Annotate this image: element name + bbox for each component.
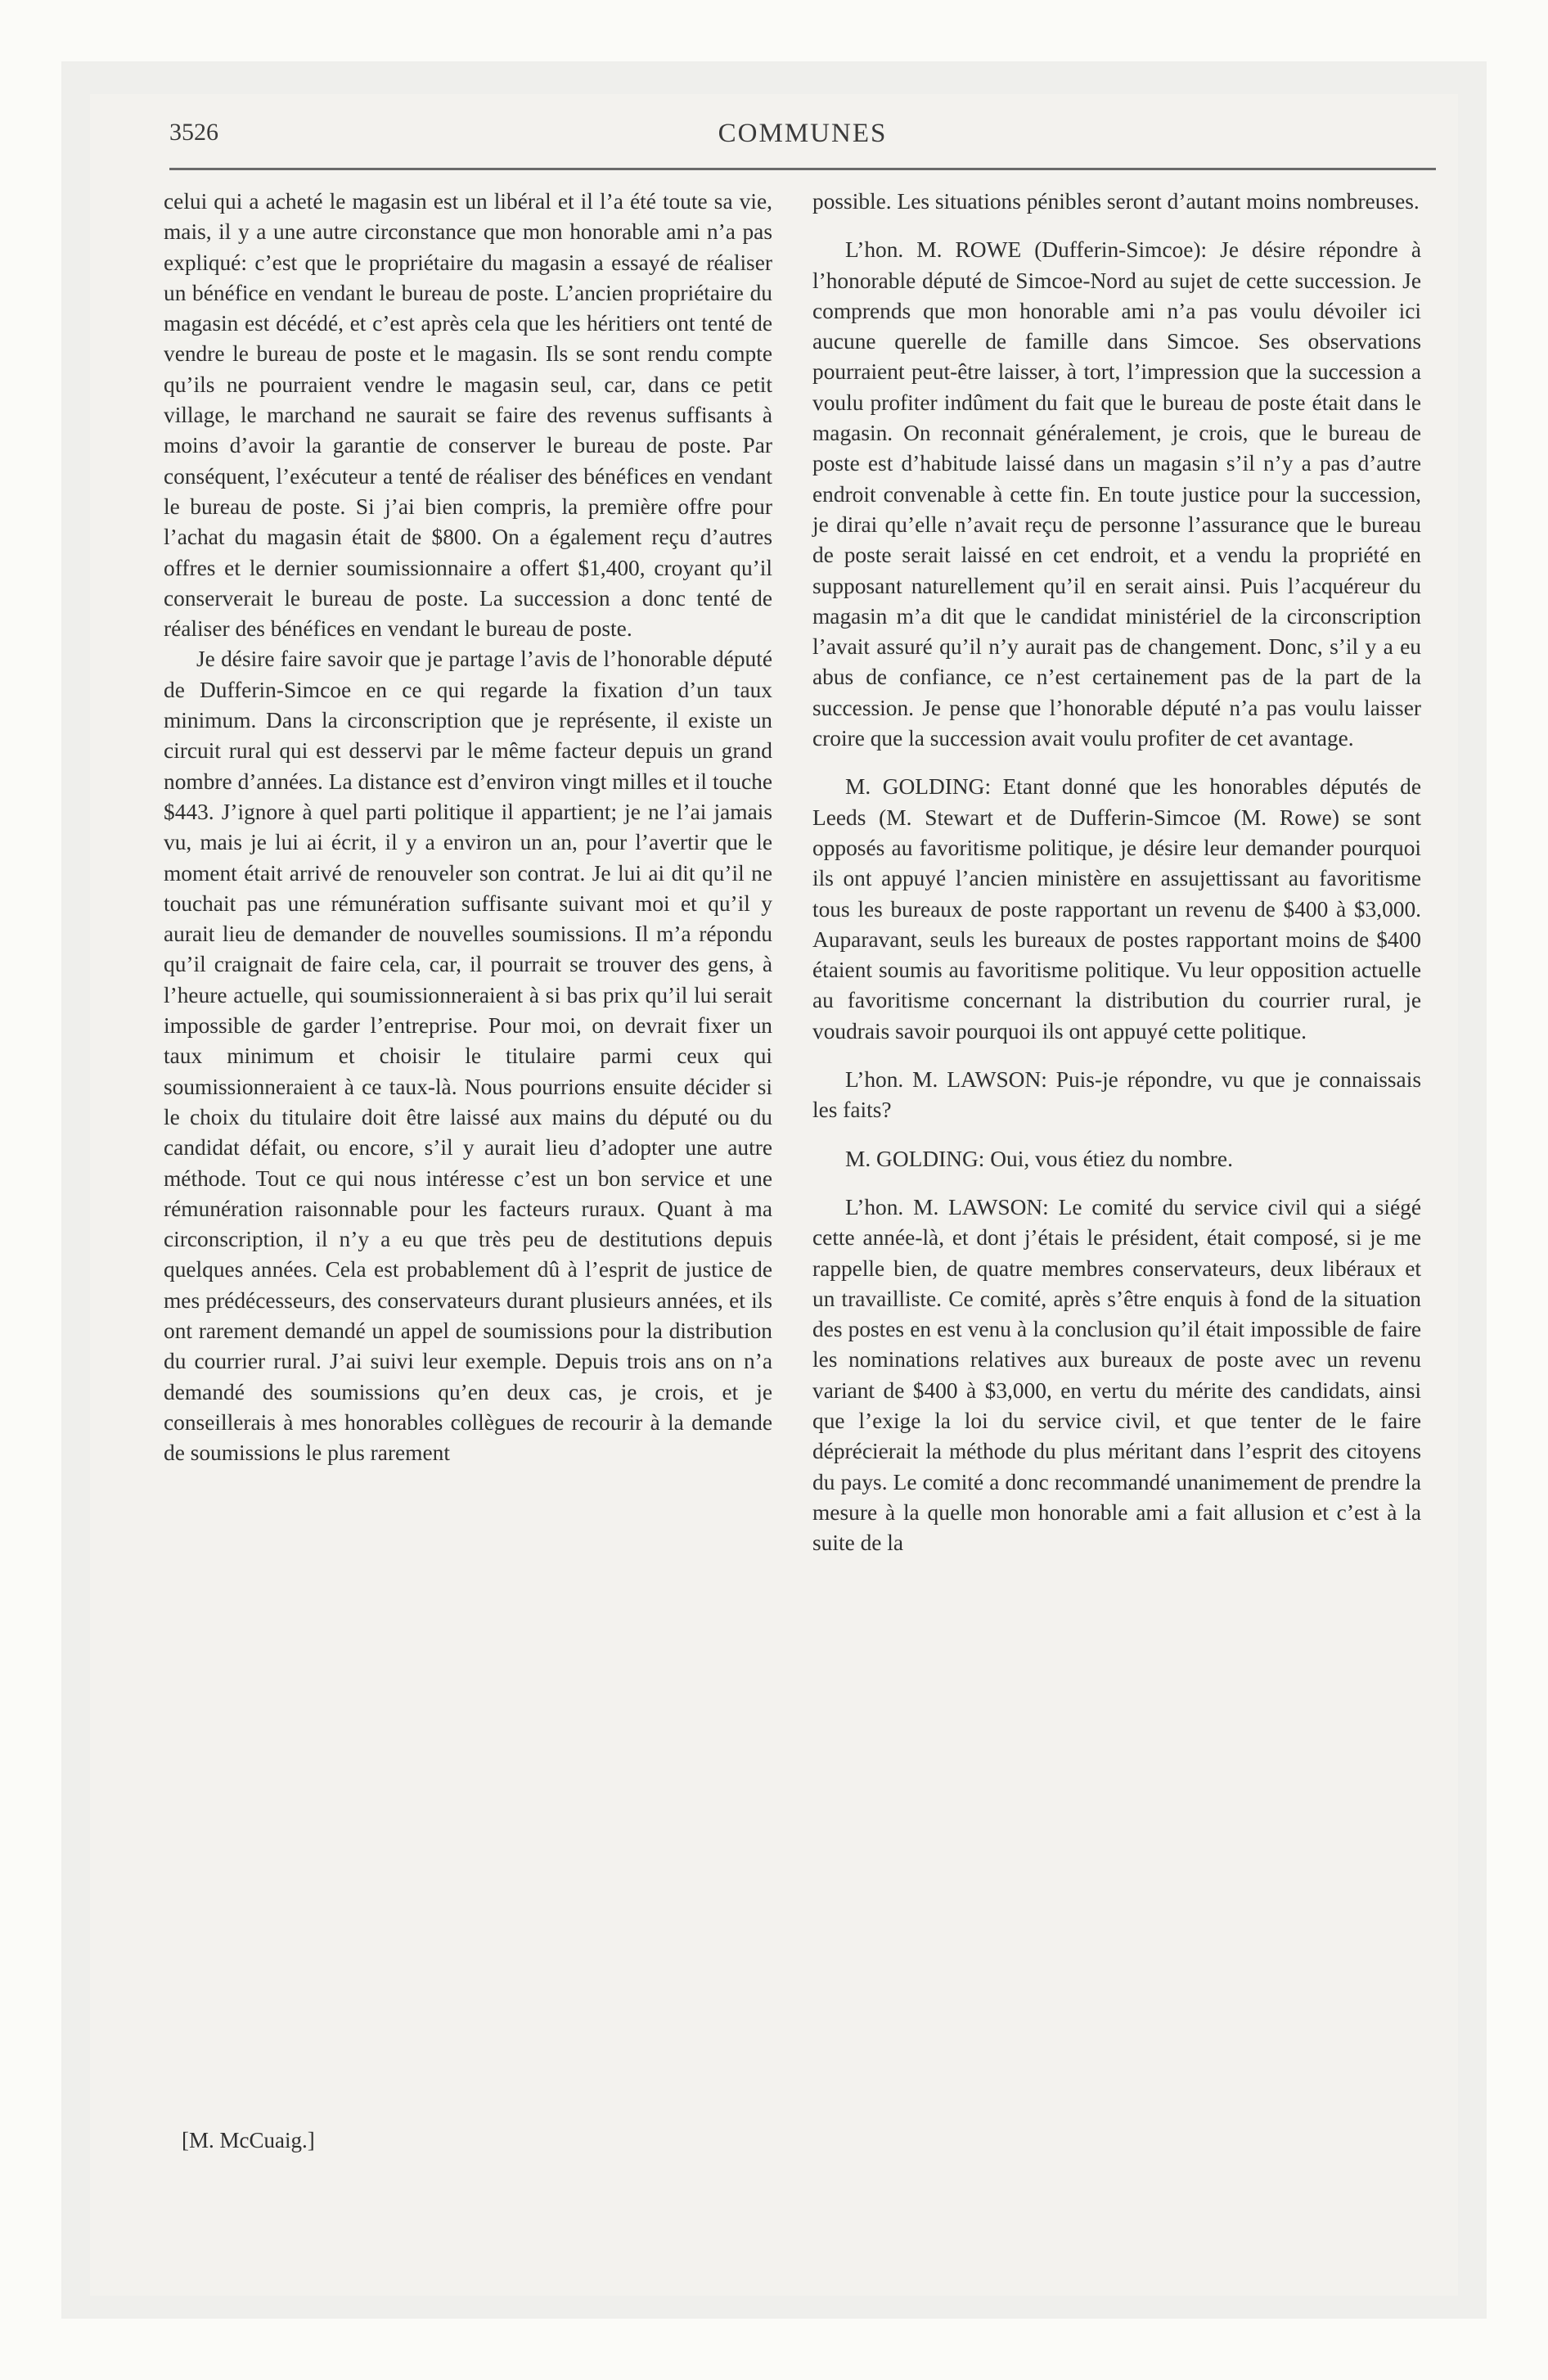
- left-paragraph-1: celui qui a acheté le magasin est un libéral et il l’a été toute sa vie, mais, il y a une autre circonstance que mon honorable ami n’a pas expliqué: c’est que le propriétaire du magasin a essayé de réaliser un bénéfice en vendant le bureau de poste. L’ancien propriétaire du magasin est décédé, et c’est après cela que les héritiers ont tenté de vendre le bureau de poste et le magasin. Ils se sont rendu compte qu’ils ne pourraient vendre le magasin seul, car, dans ce petit village, le marchand ne saurait se faire des revenus suffisants à moins d’avoir la garantie de conserver le bureau de poste. Par conséquent, l’exécuteur a tenté de réaliser des bénéfices en vendant le bureau de poste. Si j’ai bien compris, la première offre pour l’achat du magasin était de $800. On a également reçu d’autres offres et le dernier soumissionnaire a offert $1,400, croyant qu’il conserverait le bureau de poste. La succession a donc tenté de réaliser des bénéfices en vendant le bureau de poste.: [164, 189, 772, 642]
- left-column: [164, 187, 772, 1468]
- right-paragraph-3: M. GOLDING: Etant donné que les honorables députés de Leeds (M. Stewart et de Dufferin-Simcoe (M. Rowe) se sont opposés au favoritisme politique, je désire leur demander pourquoi ils ont appuyé l’ancien ministère en assujettissant au favoritisme tous les bureaux de poste rapportant un revenu de $400 à $3,000. Auparavant, seuls les bureaux de postes rapportant moins de $400 étaient soumis au favoritisme politique. Vu leur opposition actuelle au favoritisme concernant la distribution du courrier rural, je voudrais savoir pourquoi ils ont appuyé cette politique.: [812, 774, 1421, 1044]
- speaker-attribution: [M. McCuaig.]: [182, 2128, 315, 2152]
- left-paragraph-2: Je désire faire savoir que je partage l’avis de l’honorable député de Dufferin-Simcoe en ce qui regarde la fixation d’un taux minimum. Dans la circonscription que je représente, il existe un circuit rural qui est desservi par le même facteur depuis un grand nombre d’années. La distance est d’environ vingt milles et il touche $443. J’ignore à quel parti politique il appartient; je ne l’ai jamais vu, mais je lui ai écrit, il y a environ un an, pour l’avertir que le moment était arrivé de renouveler son contrat. Je lui ai dit qu’il ne touchait pas une rémunération suffisante suivant moi et qu’il y aurait lieu de demander de nouvelles soumissions. Il m’a répondu qu’il craignait de faire cela, car, il pourrait se trouver des gens, à l’heure actuelle, qui soumissionneraient à si bas prix qu’il lui serait impossible de garder l’entreprise. Pour moi, on devrait fixer un taux minimum et choisir le titulaire parmi ceux qui soumissionneraient à ce taux-là. Nous pourrions ensuite décider si le choix du titulaire doit être laissé aux mains du député ou du candidat défait, ou encore, s’il y aurait lieu d’adopter une autre méthode. Tout ce qui nous intéresse c’est un bon service et une rémunération raisonnable pour les facteurs ruraux. Quant à ma circonscription, il n’y a eu que très peu de destitutions depuis quelques années. Cela est probablement dû à l’esprit de justice de mes prédécesseurs, des conservateurs durant plusieurs années, et ils ont rarement demandé un appel de soumissions pour la distribution du courrier rural. J’ai suivi leur exemple. Depuis trois ans on n’a demandé des soumissions qu’en deux cas, je crois, et je conseillerais à mes honorables collègues de recourir à la demande de soumissions le plus rarement: [164, 647, 772, 1466]
- right-paragraph-6: L’hon. M. LAWSON: Le comité du service civil qui a siégé cette année-là, et dont j’étais le président, était composé, si je me rappelle bien, de quatre membres conservateurs, deux libéraux et un travailliste. Ce comité, après s’être enquis à fond de la situation des postes en est venu à la conclusion qu’il était impossible de faire les nominations relatives aux bureaux de poste avec un revenu variant de $400 à $3,000, en vertu du mérite des candidats, ainsi que l’exige la loi du service civil, et que tenter de le faire déprécierait la méthode du plus méritant dans l’esprit des citoyens du pays. Le comité a donc recommandé unanimement de prendre la mesure à la quelle mon honorable ami a fait allusion et c’est à la suite de la: [812, 1194, 1421, 1556]
- running-title: COMMUNES: [718, 119, 888, 148]
- right-paragraph-2: L’hon. M. ROWE (Dufferin-Simcoe): Je désire répondre à l’honorable député de Simcoe-Nord au sujet de cette succession. Je comprends que mon honorable ami n’a pas voulu dévoiler ici aucune querelle de famille dans Simcoe. Ses observations pourraient peut-être laisser, à tort, l’impression que la succession a voulu profiter indûment du fait que le bureau de poste était dans le magasin. On reconnait généralement, je crois, que le bureau de poste est d’habitude laissé dans un magasin s’il n’y a pas d’autre endroit convenable à cette fin. En toute justice pour la succession, je dirai qu’elle n’avait reçu de personne l’assurance que le bureau de poste serait laissé en cet endroit, et a vendu la propriété en supposant naturellement qu’il en serait ainsi. Puis l’acquéreur du magasin m’a dit que le candidat ministériel de la circonscription l’avait assuré qu’il n’y aurait pas de changement. Donc, s’il y a eu abus de confiance, ce n’est certainement pas de la part de la succession. Je pense que l’honorable député n’a pas voulu laisser croire que la succession avait voulu profiter de cet avantage.: [812, 237, 1421, 751]
- page-header: [169, 119, 1436, 164]
- right-paragraph-5: M. GOLDING: Oui, vous étiez du nombre.: [845, 1146, 1233, 1171]
- header-rule: [169, 168, 1436, 170]
- right-paragraph-4: L’hon. M. LAWSON: Puis-je répondre, vu que je connaissais les faits?: [812, 1067, 1421, 1123]
- right-paragraph-1: possible. Les situations pénibles seront d’autant moins nombreuses.: [812, 189, 1420, 214]
- right-column: [812, 187, 1421, 1558]
- page-number: 3526: [169, 119, 218, 146]
